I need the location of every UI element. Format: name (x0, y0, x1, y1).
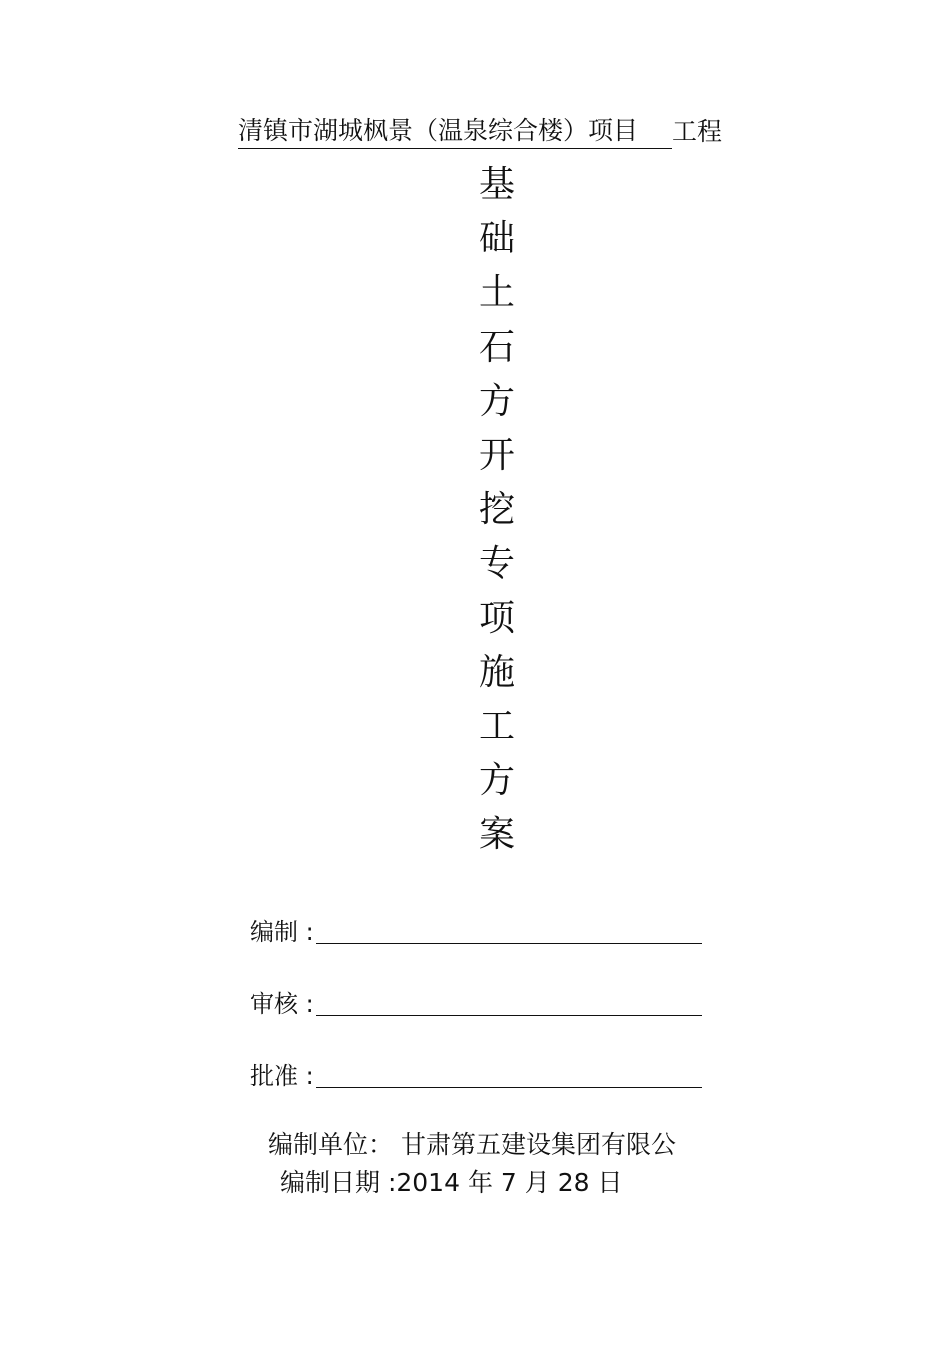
title-char: 专 (478, 543, 515, 585)
date-year: 2014 (396, 1168, 460, 1197)
title-char: 石 (478, 326, 515, 368)
organization-name: 甘肃第五建设集团有限公 (401, 1130, 677, 1159)
title-char: 项 (478, 597, 515, 639)
date-line (280, 1166, 623, 1200)
title-char: 方 (478, 760, 515, 802)
date-year-unit: 年 (467, 1168, 493, 1197)
prepared-by-label: 编制 : (250, 918, 314, 946)
date-month-unit: 月 (524, 1168, 550, 1197)
organization-line (268, 1128, 676, 1162)
document-title-vertical (470, 158, 524, 862)
title-char: 施 (478, 651, 515, 693)
reviewed-by-row (250, 988, 702, 1020)
title-char: 基 (478, 164, 515, 205)
approved-by-blank (316, 1061, 702, 1088)
date-month: 7 (500, 1168, 517, 1197)
prepared-by-blank (316, 917, 702, 944)
project-title-line (238, 114, 722, 149)
project-name: 清镇市湖城枫景（温泉综合楼）项目 (238, 114, 672, 149)
title-char: 开 (478, 434, 515, 476)
title-char: 挖 (478, 489, 515, 531)
title-char: 方 (478, 380, 515, 422)
date-day-unit: 日 (597, 1168, 623, 1197)
project-suffix: 工程 (672, 117, 723, 146)
approved-by-label: 批准 : (250, 1062, 314, 1090)
title-char: 工 (478, 705, 515, 747)
title-char: 础 (478, 218, 515, 260)
date-day: 28 (557, 1168, 590, 1197)
organization-label: 编制单位： (268, 1130, 394, 1159)
title-char: 案 (478, 814, 515, 856)
title-char: 土 (478, 272, 515, 314)
date-label: 编制日期 : (280, 1168, 397, 1197)
reviewed-by-label: 审核 : (250, 990, 314, 1018)
reviewed-by-blank (316, 989, 702, 1016)
prepared-by-row (250, 916, 702, 948)
approved-by-row (250, 1060, 702, 1092)
